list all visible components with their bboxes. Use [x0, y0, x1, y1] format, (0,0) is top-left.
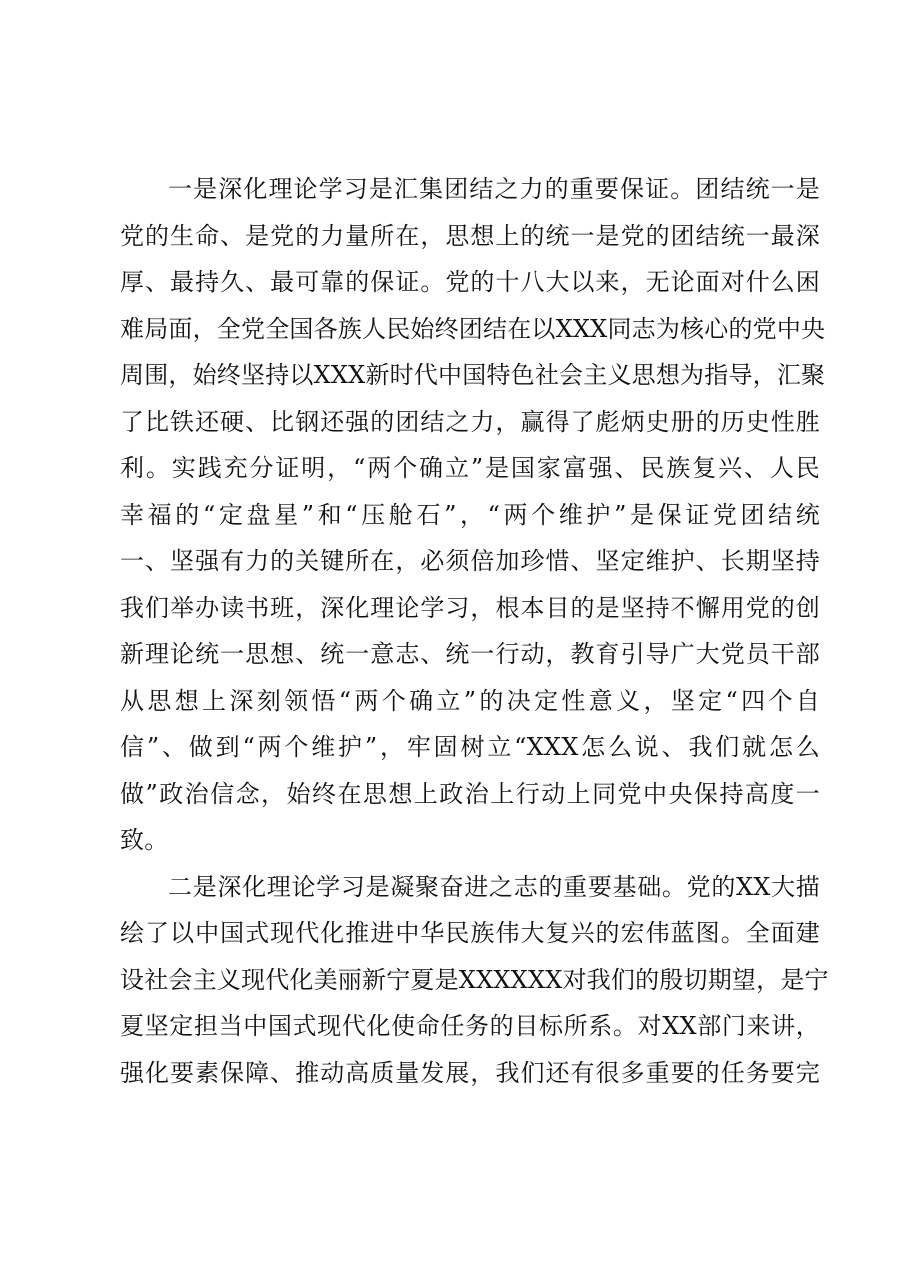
paragraph-1-line-7: 利。实践充分证明，“两个确立”是国家富强、民族复兴、人民: [120, 454, 820, 482]
paragraph-1-line-9: 一、坚强有力的关键所在，必须倍加珍惜、坚定维护、长期坚持: [120, 547, 820, 575]
paragraph-1-line-5: 周围，始终坚持以XXX新时代中国特色社会主义思想为指导，汇聚: [120, 361, 826, 389]
paragraph-1-line-15: 致。: [120, 826, 169, 854]
paragraph-1-line-13: 信”、做到“两个维护”，牢固树立“XXX怎么说、我们就怎么: [120, 733, 820, 761]
paragraph-2-line-3: 设社会主义现代化美丽新宁夏是XXXXXX对我们的殷切期望，是宁: [120, 965, 829, 994]
paragraph-1-line-10: 我们举办读书班，深化理论学习，根本目的是坚持不懈用党的创: [120, 593, 820, 622]
paragraph-1-line-4: 难局面，全党全国各族人民始终团结在以XXX同志为核心的党中央: [120, 314, 826, 343]
paragraph-1-line-11: 新理论统一思想、统一意志、统一行动，教育引导广大党员干部: [120, 640, 820, 668]
paragraph-2-line-1: 二是深化理论学习是凝聚奋进之志的重要基础。党的XX大描: [168, 872, 820, 901]
paragraph-1-line-3: 厚、最持久、最可靠的保证。党的十八大以来，无论面对什么困: [120, 268, 820, 296]
paragraph-1-line-8: 幸福的“定盘星”和“压舱石”，“两个维护”是保证党团结统: [120, 500, 820, 529]
paragraph-2-line-2: 绘了以中国式现代化推进中华民族伟大复兴的宏伟蓝图。全面建: [120, 919, 820, 947]
paragraph-2-line-5: 强化要素保障、推动高质量发展，我们还有很多重要的任务要完: [120, 1058, 820, 1087]
paragraph-1-line-1: 一是深化理论学习是汇集团结之力的重要保证。团结统一是: [168, 175, 820, 203]
paragraph-1-line-2: 党的生命、是党的力量所在，思想上的统一是党的团结统一最深: [120, 221, 820, 250]
paragraph-1-line-12: 从思想上深刻领悟“两个确立”的决定性意义，坚定“四个自: [120, 686, 820, 715]
document-body: [120, 166, 829, 1096]
paragraph-1-line-14: 做”政治信念，始终在思想上政治上行动上同党中央保持高度一: [120, 779, 820, 808]
paragraph-1-line-6: 了比铁还硬、比钢还强的团结之力，赢得了彪炳史册的历史性胜: [120, 407, 820, 436]
paragraph-2-line-4: 夏坚定担当中国式现代化使命任务的目标所系。对XX部门来讲，: [120, 1012, 820, 1040]
